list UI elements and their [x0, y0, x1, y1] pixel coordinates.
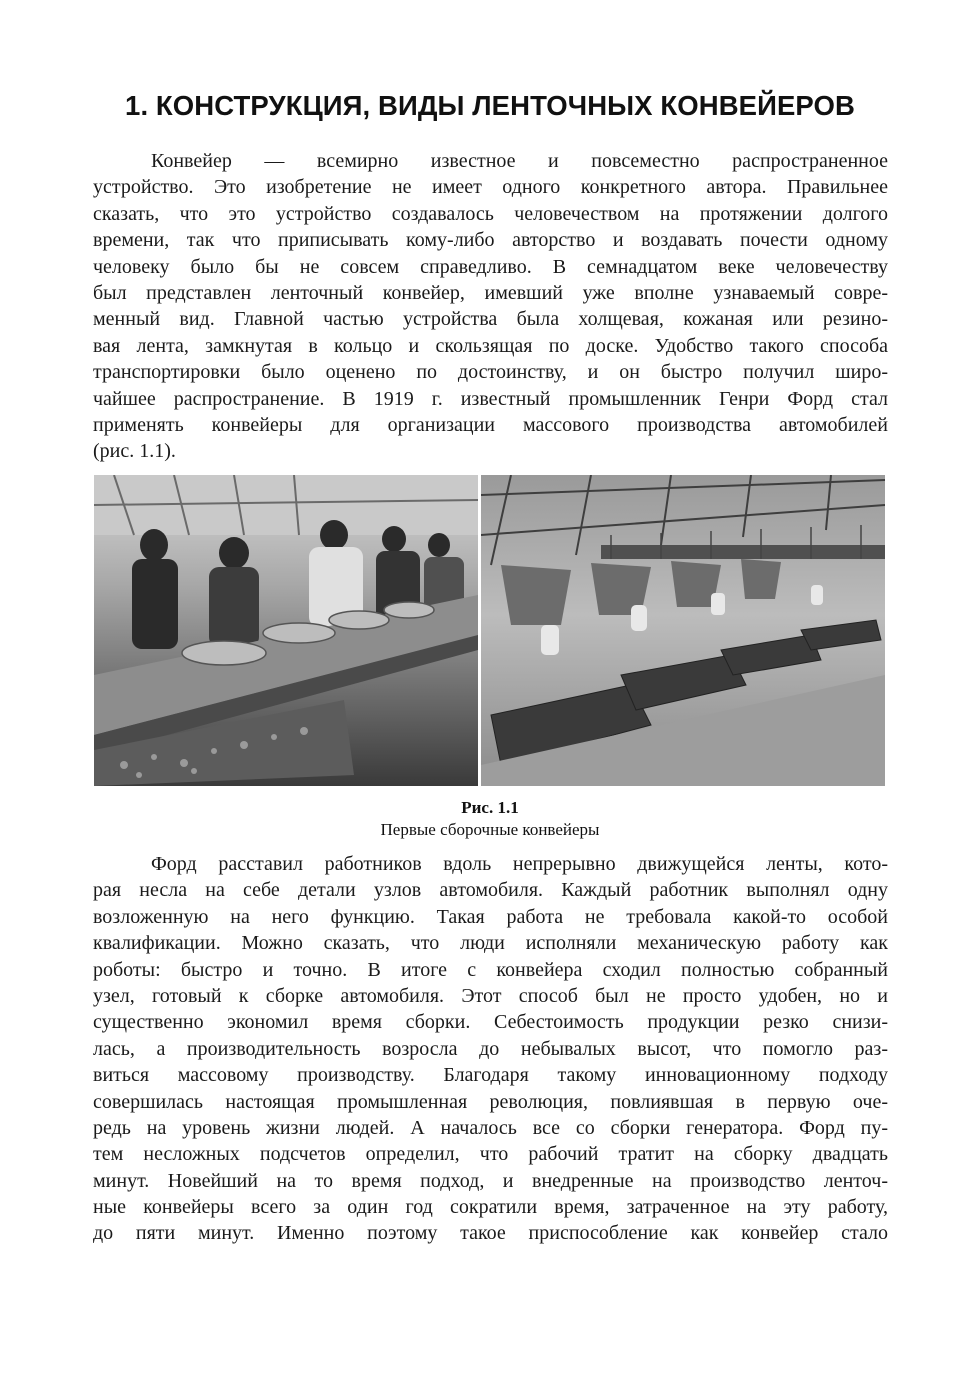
text-line: возложенную на него функцию. Такая работа не требовала какой-то особой [93, 905, 888, 928]
text-line: Конвейер — всемирно известное и повсеместно распространенное [151, 150, 888, 172]
text-line: существенно экономил время сборки. Себестоимость продукции резко снизи- [93, 1011, 888, 1034]
text-line: редь на уровень жизни людей. А началось все со сборки генератора. Форд пу- [93, 1116, 888, 1139]
figure-caption: Первые сборочные конвейеры [380, 820, 600, 839]
text-line: устройство. Это изобретение не имеет одного конкретного автора. Правильнее [93, 176, 888, 199]
assembly-line-photo [94, 475, 478, 786]
text-line: совершилась настоящая промышленная революция, повлиявшая в первую оче- [93, 1090, 888, 1113]
text-line: узел, готовый к сборке автомобиля. Этот способ был не просто удобен, но и [93, 984, 888, 1007]
factory-conveyor-photo [481, 475, 885, 786]
paragraph-ford [93, 851, 888, 1247]
text-line: времени, так что приписывать кому-либо авторство и воздавать почести одному [93, 229, 888, 252]
paragraph-intro [93, 148, 888, 465]
text-line: транспортировки было оценено по достоинству, и он быстро получил широ- [93, 361, 888, 384]
text-line: Форд расставил работников вдоль непрерывно движущейся ленты, кото- [151, 853, 888, 875]
text-line: (рис. 1.1). [93, 440, 176, 463]
text-line: ные конвейеры всего за один год сократили время, затраченное на эту работу, [93, 1196, 888, 1219]
text-line: минут. Новейший на то время подход, и внедренные на производство ленточ- [93, 1169, 888, 1192]
text-line: человеку было бы не совсем справедливо. В семнадцатом веке человечеству [93, 255, 888, 278]
text-line: применять конвейеры для организации массового производства автомобилей [93, 413, 888, 436]
text-line: виться массовому производству. Благодаря такому инновационному подходу [93, 1064, 888, 1087]
text-line: рая несла на себе детали узлов автомобиля. Каждый работник выполнял одну [93, 879, 888, 902]
chapter-heading: 1. КОНСТРУКЦИЯ, ВИДЫ ЛЕНТОЧНЫХ КОНВЕЙЕРОВ [125, 90, 855, 121]
text-line: менный вид. Главной частью устройства была холщевая, кожаная или резино- [93, 308, 888, 331]
text-line: сказать, что это устройство создавалось человечеством на протяжении долгого [93, 202, 888, 225]
text-line: квалификации. Можно сказать, что люди исполняли механическую работу как [93, 932, 888, 955]
text-line: роботы: быстро и точно. В итоге с конвейера сходил полностью собранный [93, 958, 888, 981]
text-line: был представлен ленточный конвейер, имевший уже вполне узнаваемый совре- [93, 281, 888, 304]
text-line: лась, а производительность возросла до небывалых высот, что помогло раз- [93, 1037, 888, 1060]
text-line: до пяти минут. Именно поэтому такое приспособление как конвейер стало [93, 1222, 888, 1245]
text-line: тем несложных подсчетов определил, что рабочий тратит на сборку двадцать [93, 1143, 888, 1166]
figure-number: Рис. 1.1 [461, 798, 519, 817]
text-line: вая лента, замкнутая в кольцо и скользящая по доске. Удобство такого способа [93, 334, 888, 357]
text-line: чайшее распространение. В 1919 г. известный промышленник Генри Форд стал [93, 387, 888, 410]
